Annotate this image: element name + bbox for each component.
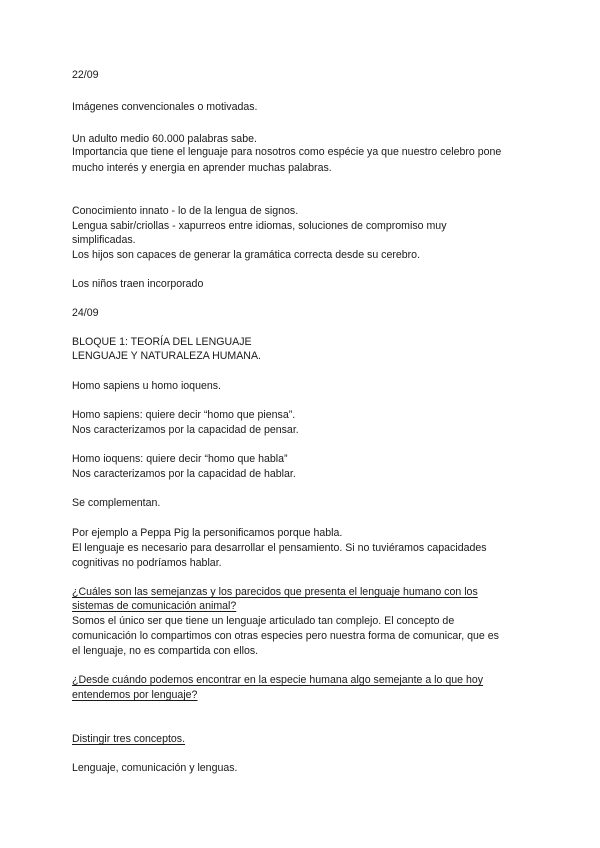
question-heading: entendemos por lenguaje? <box>72 689 198 701</box>
paragraph-line: Homo sapiens u homo ioquens. <box>72 380 221 392</box>
paragraph-line: comunicación lo compartimos con otras especies pero nuestra forma de comunicar, que es <box>72 630 499 642</box>
question-heading: ¿Cuáles son las semejanzas y los parecidos que presenta el lenguaje humano con los <box>72 586 478 598</box>
paragraph-line: Somos el único ser que tiene un lenguaje articulado tan complejo. El concepto de <box>72 615 455 627</box>
section-heading: BLOQUE 1: TEORÍA DEL LENGUAJE <box>72 336 252 348</box>
paragraph-line: Los hijos son capaces de generar la gramática correcta desde su cerebro. <box>72 249 421 261</box>
paragraph-line: Imágenes convencionales o motivadas. <box>72 101 258 113</box>
paragraph-line: El lenguaje es necesario para desarrollar el pensamiento. Si no tuviéramos capacidades <box>72 542 487 554</box>
paragraph-line: Los niños traen incorporado <box>72 278 204 290</box>
subheading: Distingir tres conceptos. <box>72 733 186 745</box>
paragraph-line: el lenguaje, no es compartida con ellos. <box>72 645 259 657</box>
paragraph-line: Importancia que tiene el lenguaje para nosotros como espécie ya que nuestro celebro pone <box>72 146 502 158</box>
paragraph-line: Nos caracterizamos por la capacidad de hablar. <box>72 468 296 480</box>
paragraph-line: mucho interés y energia en aprender muchas palabras. <box>72 162 332 174</box>
paragraph-line: Lenguaje, comunicación y lenguas. <box>72 762 238 774</box>
date-heading: 22/09 <box>72 69 99 81</box>
paragraph-line: cognitivas no podríamos hablar. <box>72 557 222 569</box>
paragraph-line: Se complementan. <box>72 497 161 509</box>
paragraph-line: Homo sapiens: quiere decir “homo que piensa”. <box>72 409 296 421</box>
paragraph-line: Conocimiento innato - lo de la lengua de signos. <box>72 205 299 217</box>
question-heading: ¿Desde cuándo podemos encontrar en la especie humana algo semejante a lo que hoy <box>72 674 484 686</box>
paragraph-line: Un adulto medio 60.000 palabras sabe. <box>72 133 257 145</box>
date-heading: 24/09 <box>72 307 99 319</box>
paragraph-line: Nos caracterizamos por la capacidad de pensar. <box>72 424 299 436</box>
paragraph-line: Por ejemplo a Peppa Pig la personificamos porque habla. <box>72 527 343 539</box>
paragraph-line: simplificadas. <box>72 234 136 246</box>
paragraph-line: Homo ioquens: quiere decir “homo que habla” <box>72 453 288 465</box>
question-heading: sistemas de comunicación animal? <box>72 600 237 612</box>
paragraph-line: Lengua sabir/criollas - xapurreos entre idiomas, soluciones de compromiso muy <box>72 220 447 232</box>
section-heading: LENGUAJE Y NATURALEZA HUMANA. <box>72 350 261 362</box>
